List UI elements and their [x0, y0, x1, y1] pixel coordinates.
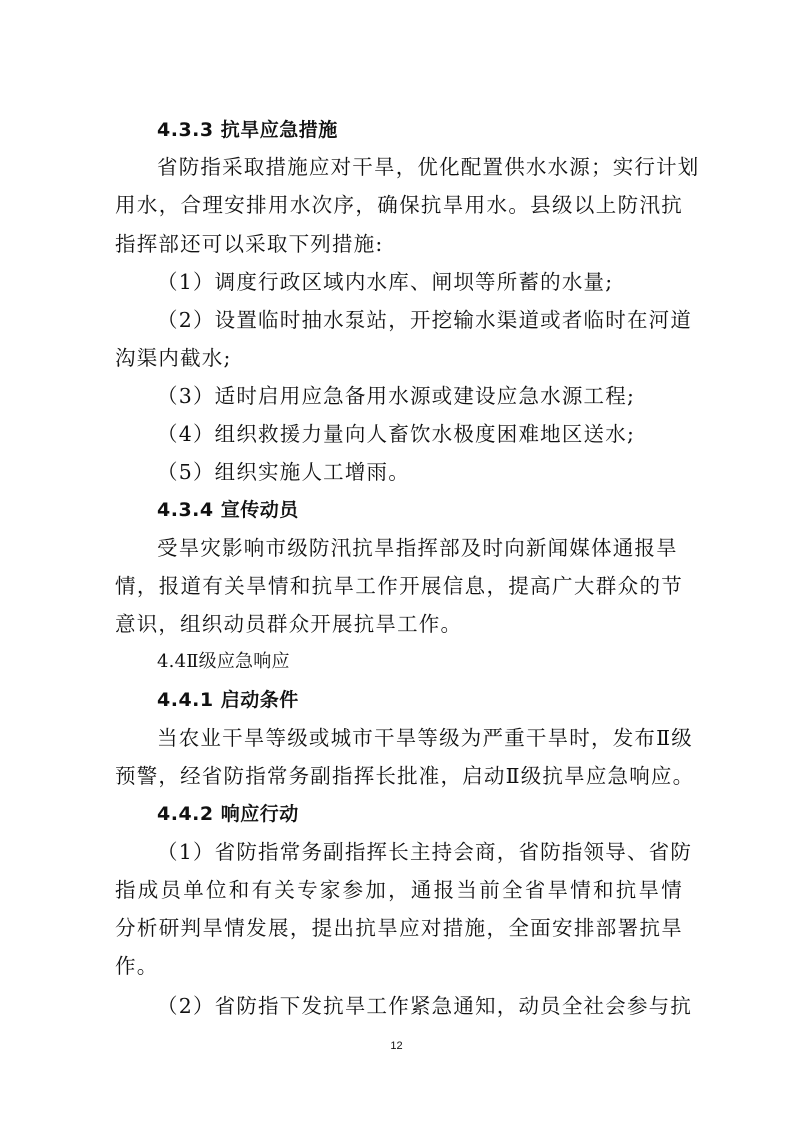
paragraph-line: 用水，合理安排用水次序，确保抗旱用水。县级以上防汛抗: [115, 193, 683, 217]
section-heading-4-3-3: 4.3.3 抗旱应急措施: [157, 119, 338, 141]
list-item: （4）组织救援力量向人畜饮水极度困难地区送水;: [157, 422, 636, 446]
list-item: （5）组织实施人工增雨。: [157, 460, 410, 484]
section-heading-4-4-2: 4.4.2 响应行动: [157, 803, 299, 825]
paragraph-line: 意识，组织动员群众开展抗旱工作。: [115, 612, 463, 636]
paragraph-line: 省防指采取措施应对干旱，优化配置供水水源；实行计划: [157, 155, 700, 179]
page-number: 12: [390, 1040, 403, 1052]
list-item-continuation: 作。: [115, 954, 159, 978]
list-item: （2）省防指下发抗旱工作紧急通知，动员全社会参与抗: [157, 994, 693, 1018]
paragraph-line: 受旱灾影响市级防汛抗旱指挥部及时向新闻媒体通报旱: [157, 536, 678, 560]
list-item: （1）省防指常务副指挥长主持会商，省防指领导、省防: [157, 840, 693, 864]
list-item-continuation: 分析研判旱情发展，提出抗旱应对措施，全面安排部署抗旱: [115, 916, 683, 940]
list-item: （3）适时启用应急备用水源或建设应急水源工程;: [157, 384, 636, 408]
paragraph-line: 指挥部还可以采取下列措施:: [115, 232, 384, 256]
paragraph-line: 情，报道有关旱情和抗旱工作开展信息，提高广大群众的节: [115, 574, 683, 598]
list-item-continuation: 沟渠内截水;: [115, 346, 232, 370]
section-heading-4-4-1: 4.4.1 启动条件: [157, 689, 299, 711]
list-item: （1）调度行政区域内水库、闸坝等所蓄的水量;: [157, 270, 614, 294]
section-heading-4-4: 4.4Ⅱ级应急响应: [157, 651, 290, 672]
list-item-continuation: 指成员单位和有关专家参加，通报当前全省旱情和抗旱情: [115, 878, 683, 902]
paragraph-line: 预警，经省防指常务副指挥长批准，启动Ⅱ级抗旱应急响应。: [115, 764, 695, 788]
list-item: （2）设置临时抽水泵站，开挖输水渠道或者临时在河道: [157, 308, 693, 332]
section-heading-4-3-4: 4.3.4 宣传动员: [157, 499, 299, 521]
paragraph-line: 当农业干旱等级或城市干旱等级为严重干旱时，发布Ⅱ级: [157, 726, 693, 750]
